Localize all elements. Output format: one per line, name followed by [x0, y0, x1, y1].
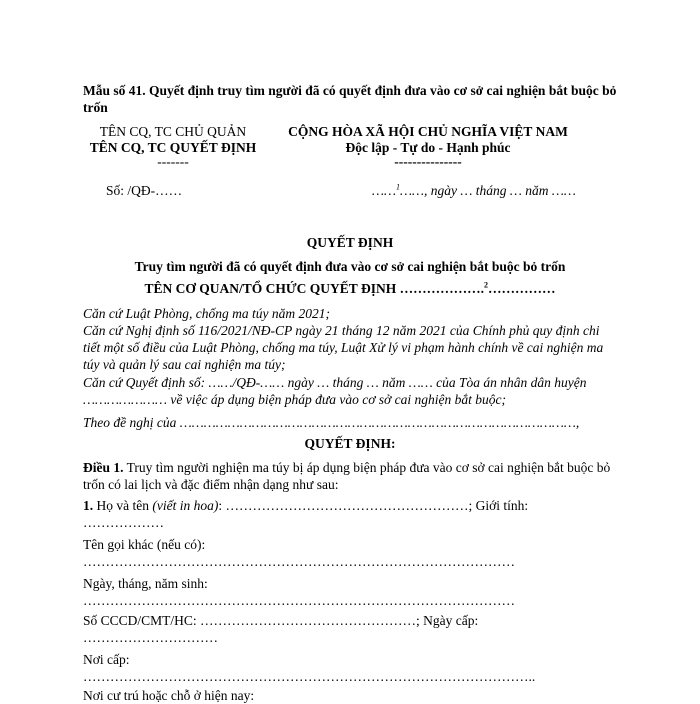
form-title: Mẫu số 41. Quyết định truy tìm người đã có quyết định đưa vào cơ sở cai nghiện bắt buộc bỏ trốn [83, 83, 617, 115]
basis-proposal: Theo đề nghị của ………………………………………………………………………………………, [83, 415, 580, 430]
country-name: CỘNG HÒA XÃ HỘI CHỦ NGHĨA VIỆT NAM [288, 124, 568, 139]
field-issue-place-dots: ……………………………………………………………………………………….. [83, 669, 536, 684]
header-left [83, 124, 263, 170]
article-1 [83, 459, 621, 493]
decision-subtitle: Truy tìm người đã có quyết định đưa vào cơ sở cai nghiện bắt buộc bỏ trốn [134, 259, 566, 274]
issuing-agency: TÊN CQ, TC QUYẾT ĐỊNH [89, 140, 257, 155]
basis-decree: Căn cứ Nghị định số 116/2021/NĐ-CP ngày 21 tháng 12 năm 2021 của Chính phủ quy định chi tiết một số điều của Luật Phòng, chống ma túy, Luật Xử lý vi phạm hành chính về cai nghiện ma túy và quản lý sau cai nghiện ma túy; [83, 323, 604, 372]
field-alias-label: Tên gọi khác (nếu có): [83, 537, 206, 552]
parent-agency: TÊN CQ, TC CHỦ QUẢN [99, 124, 247, 139]
motto: Độc lập - Tự do - Hạnh phúc [345, 140, 511, 155]
right-rule: --------------- [394, 154, 462, 169]
field-residence-label: Nơi cư trú hoặc chỗ ở hiện nay: [83, 688, 255, 703]
decides-heading: QUYẾT ĐỊNH: [304, 436, 396, 451]
field-name: 1. Họ và tên (viết in hoa): ………………………………………………; Giới tính: [83, 498, 529, 513]
field-id: Số CCCD/CMT/HC: …………………………………………; Ngày cấp: [83, 613, 479, 628]
basis-court-line1: Căn cứ Quyết định số: ……/QĐ-…… ngày … tháng … năm …… của Tòa án nhân dân huyện [83, 375, 587, 390]
header-right [268, 124, 588, 170]
article-1-text: Truy tìm người nghiện ma túy bị áp dụng biện pháp đưa vào cơ sở cai nghiện bắt buộc bỏ trốn có lai lịch và đặc điểm nhận dạng như sau: [83, 460, 611, 492]
field-gender-dots: ……………… [83, 515, 164, 530]
field-alias-dots: …………………………………………………………………………………… [83, 554, 515, 569]
decision-number: Số: /QĐ-…… [106, 183, 183, 198]
basis-law: Căn cứ Luật Phòng, chống ma túy năm 2021; [83, 306, 330, 321]
decision-heading: QUYẾT ĐỊNH [306, 235, 394, 250]
left-rule: ------- [157, 154, 189, 169]
article-1-label: Điều 1. [83, 460, 124, 475]
decision-authority: TÊN CƠ QUAN/TỔ CHỨC QUYẾT ĐỊNH ……………….$^2$…………… [144, 280, 556, 296]
field-issue-place-label: Nơi cấp: [83, 652, 130, 667]
place-date: ……$^1$……, ngày … tháng … năm …… [372, 182, 576, 198]
field-dob-label: Ngày, tháng, năm sinh: [83, 576, 208, 591]
field-dob-dots: …………………………………………………………………………………… [83, 593, 515, 608]
field-id-date-dots: ………………………… [83, 630, 218, 645]
basis-court-line2: ………………… về việc áp dụng biện pháp đưa vào cơ sở cai nghiện bắt buộc; [83, 392, 506, 407]
